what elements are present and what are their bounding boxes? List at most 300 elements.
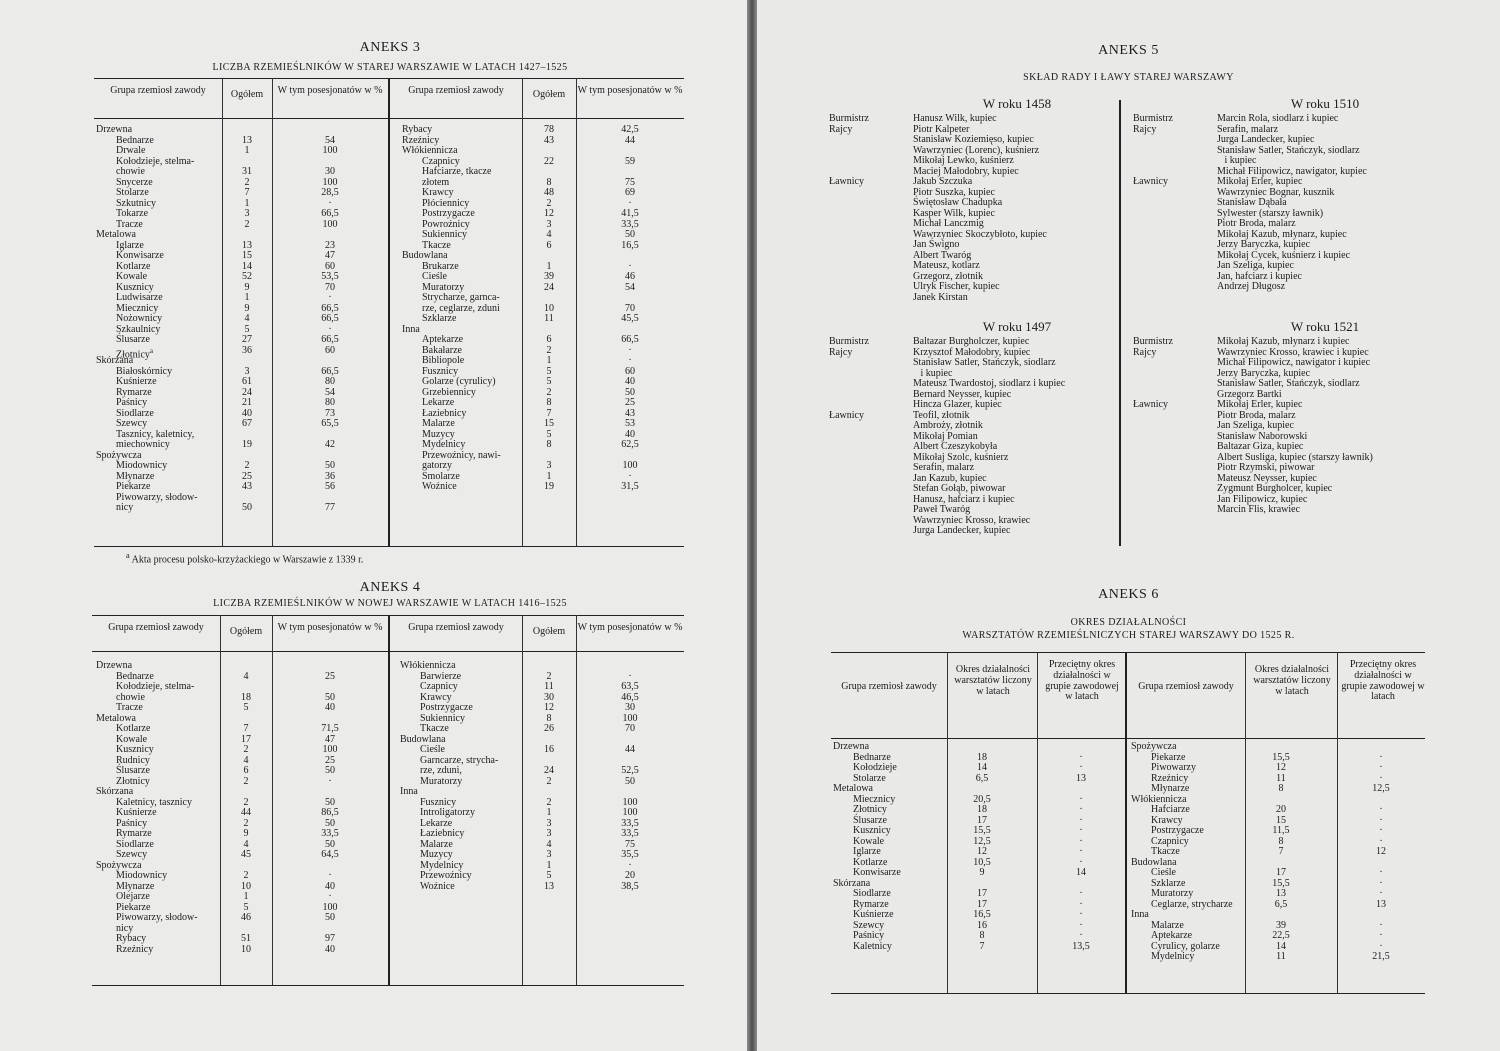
value-cell: 25 (325, 754, 335, 766)
value-cell: 100 (322, 901, 338, 913)
value-cell: 4 (243, 670, 249, 682)
occupation-label: Miodownicy (116, 870, 168, 881)
category-label: Inna (402, 323, 420, 335)
occupation-label: złotem (422, 176, 450, 188)
occupation-label: Białoskórnicy (116, 365, 173, 377)
council-member: Jurga Landecker, kupiec (913, 525, 1011, 536)
table-row (94, 157, 684, 168)
value-cell: · (1079, 835, 1083, 847)
occupation-label: Drwale (116, 145, 146, 156)
value-cell: 2 (244, 176, 250, 188)
occupation-label: Rudnicy (116, 754, 150, 766)
occupation-label: Paśnicy (116, 817, 148, 829)
value-cell: 5 (546, 365, 552, 377)
category-label: Drzewna (833, 741, 870, 752)
aneks6-subtitle-1: OKRES DZIAŁALNOŚCI (1070, 617, 1187, 628)
occupation-label: Lekarze (422, 397, 455, 408)
council-role: Ławnicy (829, 176, 864, 187)
value-cell: 6 (546, 239, 552, 251)
table-row (94, 377, 684, 388)
occupation-label: Powroźnicy (422, 218, 470, 230)
value-cell: 19 (544, 481, 554, 492)
value-cell: 5 (244, 323, 250, 335)
value-cell: 54 (625, 281, 635, 293)
table-row (94, 178, 684, 189)
council-member: Piotr Suszka, kupiec (913, 186, 995, 198)
council-row (1133, 400, 1433, 411)
header-period: Okres działalności warsztatów liczony w latach (954, 664, 1032, 697)
year-1497: W roku 1497 (982, 319, 1052, 334)
occupation-label: Fusznicy (422, 365, 459, 377)
value-cell: 46,5 (621, 691, 639, 703)
occupation-label: Nożownicy (116, 313, 163, 324)
occupation-label: Postrzygacze (420, 702, 473, 713)
occupation-label: Rybacy (116, 933, 147, 944)
category-row (92, 787, 684, 798)
council-member: Piotr Kalpeter (913, 123, 970, 135)
value-cell: · (628, 344, 632, 356)
table-row (94, 188, 684, 199)
category-label: Włókiennicza (402, 145, 458, 156)
table-row (92, 913, 388, 924)
value-cell: 50 (325, 460, 335, 471)
council-row (829, 358, 1117, 369)
occupation-label: Ślusarze (853, 814, 887, 826)
value-cell: · (1379, 772, 1383, 784)
value-cell: 2 (546, 775, 552, 787)
category-label: Inna (1131, 909, 1149, 920)
value-cell: 20 (625, 870, 635, 881)
category-label: Metalowa (833, 783, 873, 794)
council-member: Sylwester (starszy ławnik) (1217, 207, 1324, 219)
value-cell: 45 (241, 849, 251, 860)
council-member: Zygmunt Burgholcer, kupiec (1217, 483, 1333, 494)
value-cell: 28,5 (321, 187, 339, 198)
occupation-label: Szkaulnicy (116, 323, 161, 335)
value-cell: 5 (546, 870, 552, 881)
council-member: Jan Szeliga, kupiec (1217, 420, 1294, 431)
value-cell: 100 (322, 145, 338, 156)
council-1521 (1133, 337, 1433, 516)
value-cell: 69 (625, 187, 635, 198)
value-cell: 66,5 (321, 334, 339, 345)
value-cell: 7 (979, 940, 985, 952)
value-cell: 80 (325, 376, 335, 387)
council-member: Mateusz Neysser, kupiec (1217, 472, 1317, 484)
value-cell: 2 (546, 670, 552, 682)
value-cell: · (1079, 804, 1083, 815)
aneks5-title: ANEKS 5 (1098, 43, 1159, 58)
value-cell: 44 (625, 744, 635, 755)
value-cell: · (1079, 898, 1083, 910)
council-member: Jan Szeliga, kupiec (1217, 260, 1294, 271)
occupation-label: Rzeźnicy (1151, 772, 1189, 784)
council-member: Mateusz, kotlarz (913, 260, 980, 271)
value-cell: 30 (625, 702, 635, 713)
footnote-text: Akta procesu polsko-krzyżackiego w Warszawie z 1339 r. (131, 554, 364, 566)
council-row (1133, 379, 1433, 390)
value-cell: 38,5 (621, 880, 639, 892)
value-cell: 17 (977, 814, 987, 826)
value-cell: 1 (546, 355, 552, 366)
value-cell: 54 (325, 134, 335, 146)
value-cell: 22 (544, 155, 554, 167)
occupation-label: Piekarze (1151, 751, 1186, 763)
value-cell: · (1079, 856, 1083, 868)
value-cell: 11 (1276, 772, 1286, 784)
occupation-label: Młynarze (116, 470, 155, 482)
value-cell: · (1379, 877, 1383, 889)
value-cell: 3 (244, 208, 250, 219)
value-cell: 4 (243, 838, 249, 850)
value-cell: 80 (325, 397, 335, 408)
value-cell: 2 (243, 817, 249, 829)
table-row (831, 900, 1425, 911)
value-cell: · (1379, 940, 1383, 952)
value-cell: 61 (242, 376, 252, 387)
value-cell: 8 (546, 712, 552, 724)
table-row (94, 209, 684, 220)
council-row (1133, 177, 1433, 188)
council-member: Marcin Flis, krawiec (1217, 504, 1301, 515)
table-row (92, 808, 684, 819)
table-row (831, 889, 1425, 900)
value-cell: 11 (544, 313, 554, 324)
council-member: Stanisław Satler, Stańczyk, siodlarz (1217, 144, 1360, 156)
table-row (831, 816, 1425, 827)
value-cell: 11 (544, 681, 554, 692)
value-cell: 100 (322, 744, 338, 755)
value-cell: · (1079, 888, 1083, 899)
value-cell: · (328, 891, 332, 902)
council-member: Mikołaj Cycek, kuśnierz i kupiec (1217, 249, 1351, 261)
council-member: Hanusz Wilk, kupiec (913, 113, 997, 124)
occupation-label: miechownicy (116, 439, 170, 450)
occupation-label: Muratorzy (422, 281, 465, 293)
occupation-label: Płóciennicy (422, 197, 470, 209)
council-row (1133, 198, 1433, 209)
category-label: Spożywcza (96, 859, 142, 871)
header-group: Grupa rzemiosł zawody (841, 681, 937, 692)
council-member: Jan, hafciarz i kupiec (1217, 270, 1302, 282)
occupation-label: Muzycy (420, 849, 453, 860)
council-row (1133, 261, 1433, 272)
table-row (94, 440, 684, 451)
council-member: Stanisław Satler, Stańczyk, siodlarz (913, 357, 1056, 368)
council-role: Rajcy (829, 346, 853, 358)
value-cell: 50 (325, 912, 335, 923)
council-member: Grzegorz Bartki (1217, 388, 1282, 400)
value-cell: 35,5 (621, 849, 639, 860)
table-row (831, 952, 1425, 963)
value-cell: 52 (242, 271, 252, 282)
council-row (1133, 421, 1433, 432)
value-cell: 77 (325, 502, 335, 513)
category-row (831, 742, 1425, 753)
council-member: Mateusz Twardostoj, siodlarz i kupiec (913, 378, 1066, 389)
occupation-label: Kowale (853, 835, 885, 847)
occupation-label: Młynarze (1151, 783, 1190, 794)
table-row (94, 419, 684, 430)
value-cell: 2 (244, 460, 250, 471)
value-cell: · (328, 323, 332, 335)
occupation-label: Konwisarze (853, 867, 901, 878)
table-row (92, 892, 388, 903)
value-cell: · (628, 470, 632, 482)
category-label: Skórzana (833, 877, 871, 889)
value-cell: 14 (977, 762, 987, 773)
council-member: Michał Filipowicz, nawigator, kupiec (1217, 165, 1367, 177)
council-row (1133, 219, 1433, 230)
value-cell: 17 (1276, 867, 1286, 878)
value-cell: 13 (242, 239, 252, 251)
council-member: Jakub Szczuka (913, 176, 973, 187)
value-cell: 1 (546, 807, 552, 818)
value-cell: 8 (546, 439, 552, 450)
header-total: Ogółem (229, 626, 263, 637)
value-cell: 18 (241, 691, 251, 703)
table-row (94, 356, 684, 367)
table-row (92, 724, 684, 735)
occupation-label: Tkacze (420, 723, 449, 734)
council-member: Mikołaj Erler, kupiec (1217, 399, 1303, 410)
value-cell: 50 (325, 691, 335, 703)
table-row (831, 837, 1425, 848)
council-member: Jerzy Baryczka, kupiec (1217, 239, 1311, 250)
occupation-label: Złotnicy (116, 775, 150, 787)
value-cell: 11,5 (1272, 825, 1290, 836)
council-row (1133, 135, 1433, 146)
occupation-label: Miecznicy (116, 302, 159, 314)
table-row (831, 784, 1425, 795)
header-group: Grupa rzemiosł zawody (108, 622, 204, 633)
value-cell: 42,5 (621, 124, 639, 135)
council-member: Albert Czeszykobyła (913, 441, 998, 452)
council-row (829, 484, 1117, 495)
value-cell: · (628, 859, 632, 871)
occupation-label: Bednarze (116, 670, 154, 682)
left-page (0, 0, 747, 1051)
value-cell: 4 (546, 229, 552, 240)
header-group: Grupa rzemiosł zawody (1138, 681, 1234, 692)
value-cell: 100 (622, 460, 638, 471)
value-cell: 2 (546, 197, 552, 209)
value-cell: 8 (546, 397, 552, 408)
occupation-label: Siodlarze (116, 838, 154, 850)
occupation-label: Woźnice (420, 880, 455, 892)
value-cell: 1 (546, 859, 552, 871)
aneks3-right-column (94, 125, 684, 493)
category-label: Włókiennicza (400, 660, 456, 671)
value-cell: · (1079, 909, 1083, 920)
council-member: Serafin, malarz (913, 462, 975, 473)
value-cell: · (1379, 888, 1383, 899)
occupation-label: Aptekarze (1151, 930, 1193, 941)
value-cell: · (1079, 825, 1083, 836)
value-cell: 50 (242, 502, 252, 513)
table-row (94, 367, 684, 378)
council-member: Stanisław Naborowski (1217, 430, 1308, 442)
table-row (831, 942, 1425, 953)
value-cell: 44 (241, 807, 251, 818)
value-cell: 3 (546, 849, 552, 860)
occupation-label: Muzycy (422, 428, 455, 440)
occupation-label: Fusznicy (420, 796, 457, 808)
occupation-label: Hafciarze (1151, 804, 1190, 815)
category-label: Skórzana (96, 786, 134, 797)
table-row (94, 461, 684, 472)
table-row (94, 472, 684, 483)
value-cell: 46 (241, 912, 251, 923)
council-row (829, 114, 1117, 125)
value-cell: 13 (242, 134, 252, 146)
occupation-label: Cieśle (420, 744, 445, 755)
value-cell: 66,5 (321, 313, 339, 324)
value-cell: 33,5 (621, 218, 639, 230)
value-cell: 53,5 (321, 271, 339, 282)
table-row (92, 934, 388, 945)
occupation-label: Smolarze (422, 470, 460, 482)
category-label: Włókiennicza (1131, 793, 1187, 805)
value-cell: 45,5 (621, 313, 639, 324)
occupation-label: Barwierze (420, 670, 462, 682)
value-cell: · (1379, 804, 1383, 815)
occupation-label: gatorzy (422, 460, 452, 471)
council-role: Rajcy (1133, 123, 1157, 135)
council-member: Piotr Rzymski, piwowar (1217, 462, 1315, 473)
value-cell: 13 (1276, 888, 1286, 899)
value-cell: 7 (1278, 846, 1284, 857)
occupation-label: Introligatorzy (420, 807, 475, 818)
value-cell: 48 (544, 187, 554, 198)
value-cell: 1 (244, 292, 250, 303)
table-row (94, 346, 684, 357)
occupation-label: Malarze (422, 418, 455, 429)
council-member: Mikołaj Szolc, kuśnierz (913, 451, 1009, 463)
category-row (94, 325, 684, 336)
council-member: Jan Kazub, kupiec (913, 472, 987, 484)
table-row (94, 199, 684, 210)
occupation-label: Szewcy (116, 849, 148, 860)
occupation-label: Kuśnierze (116, 807, 157, 818)
occupation-label: Kotlarze (116, 260, 151, 272)
value-cell: 50 (325, 817, 335, 829)
council-row (829, 400, 1117, 411)
category-label: Budowlana (400, 733, 446, 745)
value-cell: 9 (244, 302, 250, 314)
value-cell: 3 (546, 828, 552, 839)
value-cell: · (1079, 793, 1083, 805)
value-cell: 22,5 (1272, 930, 1290, 941)
council-role: Burmistrz (829, 336, 869, 347)
value-cell: 43 (544, 134, 554, 146)
occupation-label: Snycerze (116, 176, 153, 188)
table-row (94, 409, 684, 420)
table-row (92, 693, 684, 704)
council-member: Wawrzyniec Skoczybłoto, kupiec (913, 228, 1047, 240)
occupation-label: Olejarze (116, 891, 150, 902)
occupation-label: Kusznicy (116, 744, 154, 755)
value-cell: 66,5 (621, 334, 639, 345)
table-row (92, 672, 684, 683)
value-cell: 59 (625, 155, 635, 167)
value-cell: 25 (325, 670, 335, 682)
occupation-label: Strycharze, garnca- (422, 292, 500, 303)
occupation-label: Kaletnicy (853, 940, 892, 952)
header-owners: W tym posesjonatów w % (277, 622, 383, 633)
value-cell: 56 (325, 481, 335, 492)
value-cell: 12 (544, 208, 554, 219)
council-member: i kupiec (1217, 155, 1257, 166)
table-row (92, 850, 684, 861)
value-cell: 18 (977, 804, 987, 815)
category-label: Rybacy (402, 124, 433, 135)
occupation-label: Woźnice (422, 481, 457, 492)
value-cell: 17 (977, 888, 987, 899)
occupation-label: Hafciarze, tkacze (422, 166, 492, 177)
council-member: Wawrzyniec Krosso, krawiec i kupiec (1217, 346, 1369, 358)
value-cell: · (628, 260, 632, 272)
value-cell: 6 (243, 765, 249, 776)
value-cell: 16,5 (621, 239, 639, 251)
council-member: Michał Lanczmig (913, 218, 984, 229)
occupation-label: Cieśle (1151, 867, 1176, 878)
value-cell: 43 (242, 481, 252, 492)
value-cell: 9 (243, 828, 249, 839)
occupation-label: Ślusarze (116, 334, 150, 345)
category-label: Metalowa (96, 712, 136, 724)
council-member: Wawrzyniec Krosso, krawiec (913, 514, 1031, 526)
value-cell: 50 (625, 229, 635, 240)
council-member: Mikołaj Lewko, kuśnierz (913, 155, 1014, 166)
value-cell: 40 (325, 943, 335, 955)
value-cell: · (1079, 930, 1083, 941)
occupation-label: Rymarze (116, 828, 152, 839)
table-row (94, 167, 684, 178)
category-row (94, 125, 684, 136)
occupation-label: Paśnicy (116, 397, 148, 408)
council-row (1133, 505, 1433, 516)
occupation-label: Kowale (116, 271, 148, 282)
value-cell: · (628, 197, 632, 209)
council-1510 (1133, 114, 1433, 293)
value-cell: 12 (1376, 846, 1386, 857)
year-1458: W roku 1458 (982, 96, 1052, 111)
value-cell: · (1079, 751, 1083, 763)
value-cell: 66,5 (321, 302, 339, 314)
value-cell: · (1379, 825, 1383, 836)
value-cell: 1 (244, 145, 250, 156)
value-cell: 43 (625, 407, 635, 419)
value-cell: 6,5 (1274, 898, 1288, 910)
category-row (831, 795, 1425, 806)
council-row (1133, 358, 1433, 369)
occupation-label: Kołodzieje, stelma- (116, 681, 195, 692)
occupation-label: Krawcy (420, 691, 452, 703)
value-cell: 73 (325, 407, 335, 419)
value-cell: 33,5 (321, 828, 339, 839)
value-cell: 100 (622, 712, 638, 724)
occupation-label: Kowale (116, 733, 148, 745)
category-label: Budowlana (402, 250, 448, 261)
council-row (829, 167, 1117, 178)
category-label: Inna (400, 786, 418, 797)
aneks6-title: ANEKS 6 (1098, 587, 1159, 602)
value-cell: 60 (325, 344, 335, 356)
value-cell: 15,5 (973, 825, 991, 836)
occupation-label: Golarze (cyrulicy) (422, 376, 496, 387)
aneks5-subtitle: SKŁAD RADY I ŁAWY STAREJ WARSZAWY (1023, 72, 1234, 83)
